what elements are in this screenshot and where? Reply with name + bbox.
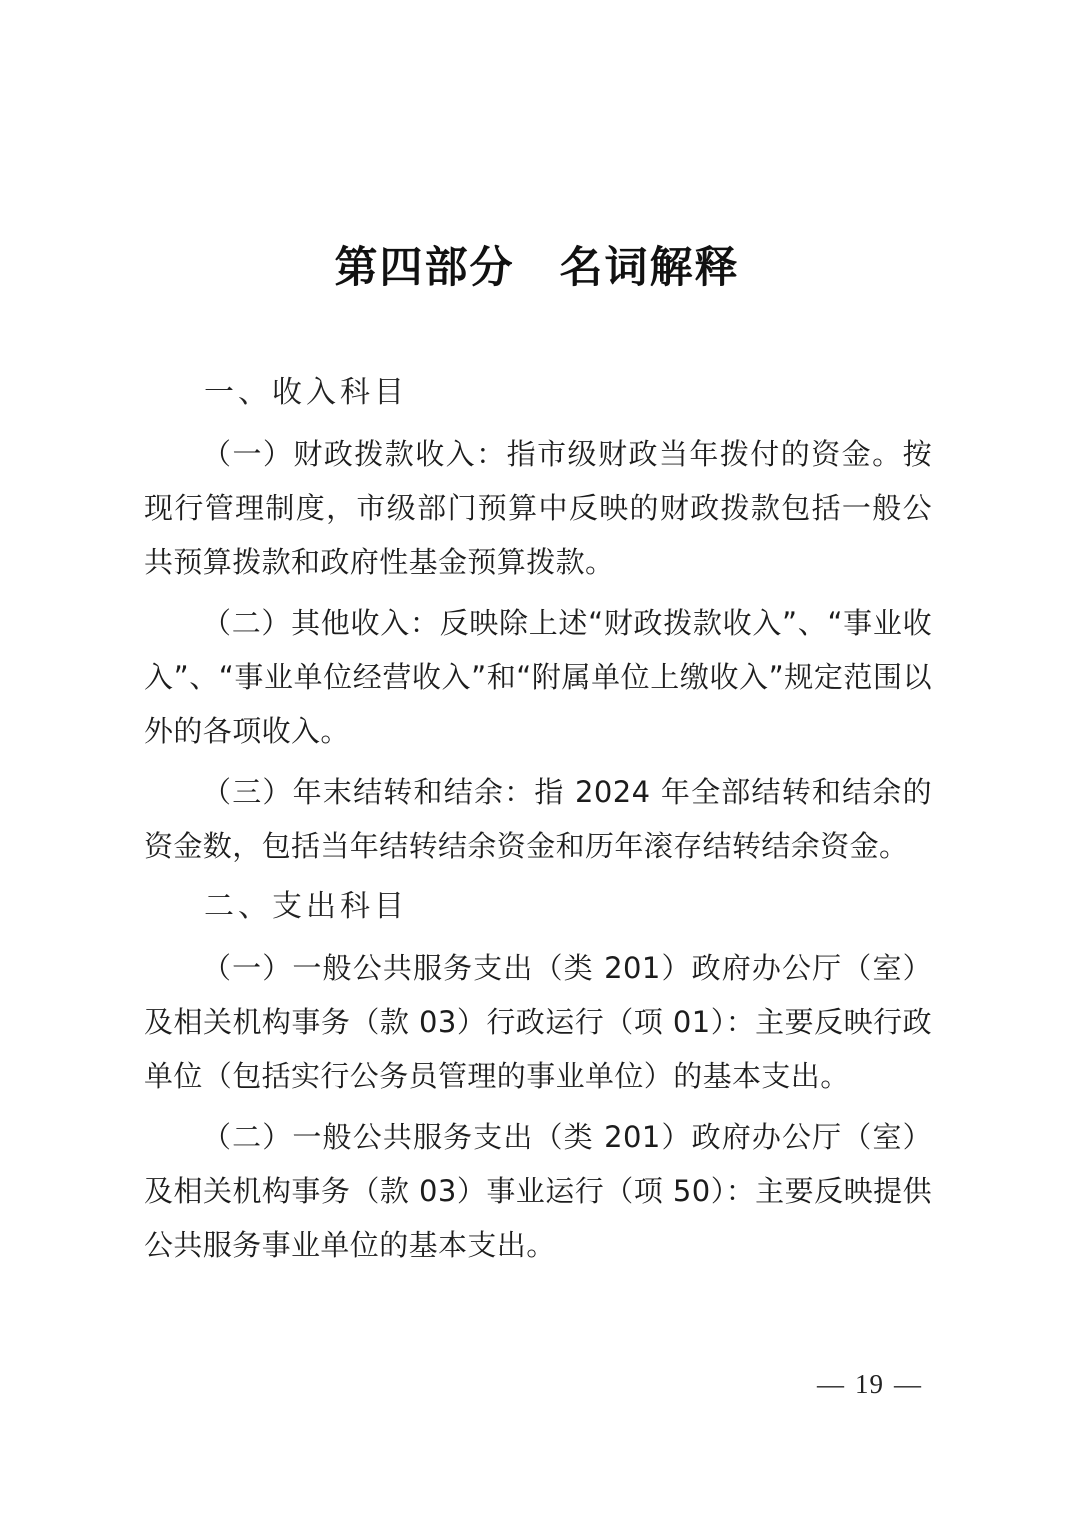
footer-right-dash: — (894, 1369, 922, 1399)
paragraph-income-3: （三）年末结转和结余：指 2024 年全部结转和结余的资金数，包括当年结转结余资金和历年滚存结转结余资金。 (144, 775, 932, 863)
page-number: 19 (855, 1369, 884, 1399)
footer-left-dash: — (817, 1369, 845, 1399)
paragraph-expenditure-2: （二）一般公共服务支出（类 201）政府办公厅（室）及相关机构事务（款 03）事业运行（项 50）：主要反映提供公共服务事业单位的基本支出。 (144, 1120, 932, 1262)
paragraph-income-1: （一）财政拨款收入：指市级财政当年拨付的资金。按现行管理制度，市级部门预算中反映的财政拨款包括一般公共预算拨款和政府性基金预算拨款。 (144, 437, 932, 579)
section-heading-income: 一、收入科目 (204, 376, 408, 409)
page-footer (144, 1368, 932, 1400)
page-title: 第四部分 名词解释 (334, 245, 740, 292)
paragraph-expenditure-1: （一）一般公共服务支出（类 201）政府办公厅（室）及相关机构事务（款 03）行政运行（项 01）：主要反映行政单位（包括实行公务员管理的事业单位）的基本支出。 (144, 951, 932, 1093)
section-heading-expenditure: 二、支出科目 (204, 890, 408, 923)
paragraph-income-2: （二）其他收入：反映除上述“财政拨款收入”、“事业收入”、“事业单位经营收入”和“附属单位上缴收入”规定范围以外的各项收入。 (144, 606, 932, 748)
document-body (144, 366, 932, 1279)
